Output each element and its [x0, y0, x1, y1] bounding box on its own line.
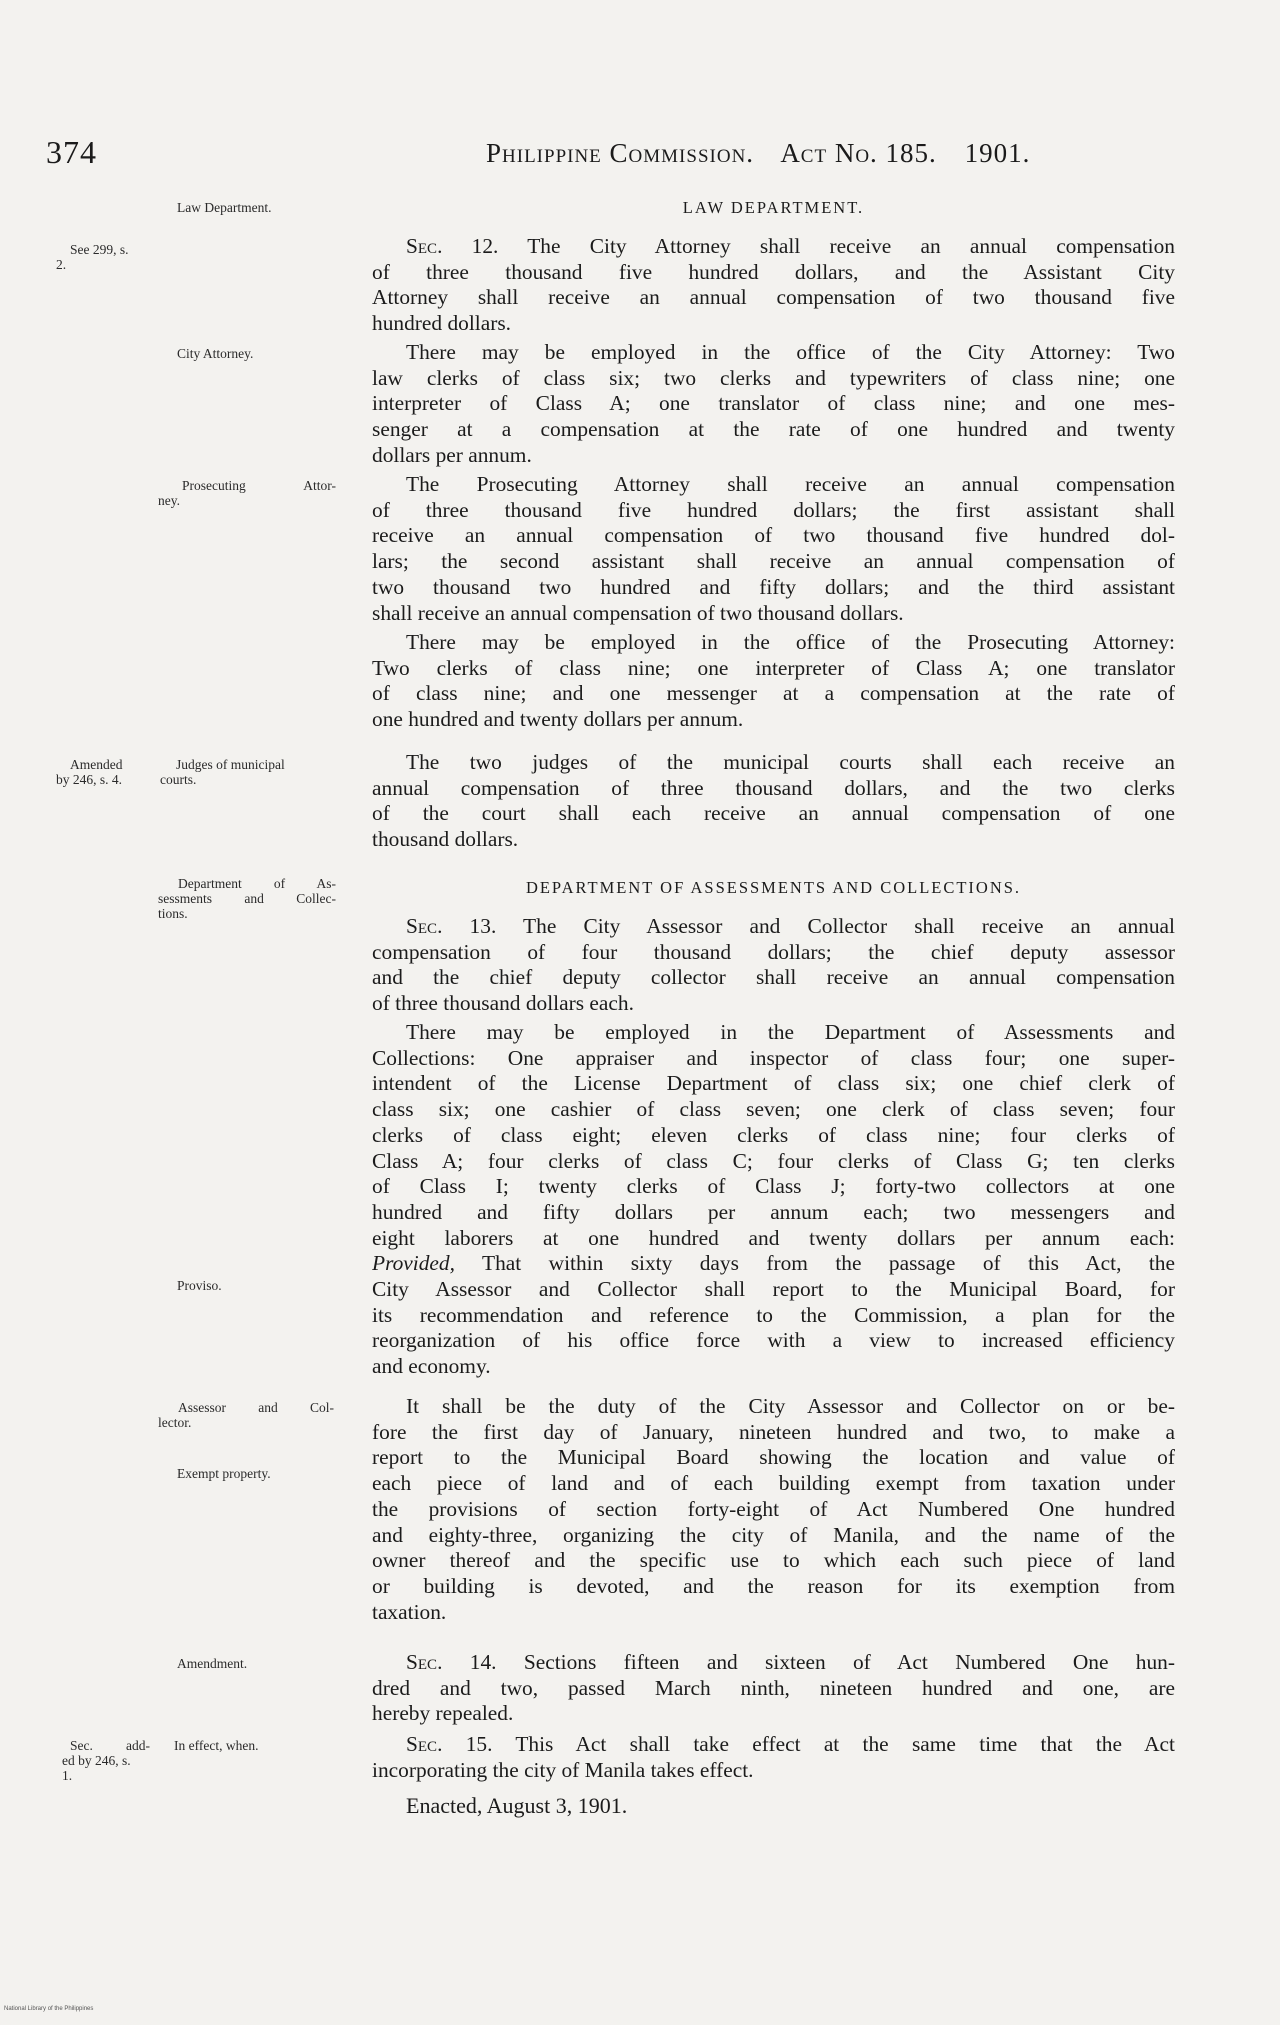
enacted-date: Enacted, August 3, 1901.: [406, 1793, 628, 1818]
paragraph-exempt-property-report: It shall be the duty of the City Assessor and Collector on or be- fore the first day of January, nineteen hundred and two, to make a report to the Municipal Board showing the location and value of each piece of land and of each building exempt from taxation under the provisions of section forty-eight of Act Numbered One hundred and eighty-three, organizing the city of Manila, and the name of the owner thereof and the specific use to which each such piece of land or building is devoted, and the reason for its exemption from taxation.: [372, 1394, 1175, 1624]
margin-note-exempt-property: Exempt property.: [177, 1466, 271, 1481]
paragraph-sec-15: Sec. 15. This Act shall take effect at the same time that the Act incorporating the city of Manila takes effect.: [372, 1732, 1175, 1782]
margin-note-proviso: Proviso.: [177, 1278, 222, 1293]
section-label: Sec. 15.: [406, 1732, 493, 1756]
margin-note-assessments-department: Department of As- sessments and Collec- tions.: [158, 876, 336, 921]
section-label: Sec. 12.: [406, 234, 499, 258]
section-head-law-department: LAW DEPARTMENT.: [682, 198, 865, 217]
running-head-year: 1901.: [964, 138, 1031, 168]
paragraph-municipal-judges: The two judges of the municipal courts shall each receive an annual compensation of three thousand dollars, and the two clerks of the court shall each receive an annual compensation of one thousand dollars.: [372, 750, 1175, 852]
paragraph-sec-13: Sec. 13. The City Assessor and Collector shall receive an annual compensation of four thousand dollars; the chief deputy assessor and the chief deputy collector shall receive an annual compensation of three thousand dollars each.: [372, 914, 1175, 1016]
margin-note-amended: Amended by 246, s. 4.: [56, 757, 123, 787]
margin-note-amendment: Amendment.: [177, 1656, 248, 1671]
margin-note-law-department: Law Department.: [177, 200, 272, 215]
paragraph-sec-14: Sec. 14. Sections fifteen and sixteen of Act Numbered One hun- dred and two, passed March ninth, nineteen hundred and one, are hereby repealed.: [372, 1650, 1175, 1726]
page-number: 374: [46, 134, 97, 170]
section-label: Sec. 13.: [406, 914, 497, 938]
paragraph-sec-12: Sec. 12. The City Attorney shall receive an annual compensation of three thousand five hundred dollars, and the Assistant City Attorney shall receive an annual compensation of two thousand five hundred dollars.: [372, 234, 1175, 336]
page-header: [46, 134, 1071, 174]
footer-credit: National Library of the Philippines: [4, 2006, 94, 2012]
provided-term: Provided,: [372, 1251, 455, 1276]
margin-note-prosecuting-attorney: Prosecuting Attor- ney.: [158, 478, 336, 508]
margin-note-see-299: See 299, s. 2.: [56, 242, 129, 272]
running-head-act: Act No. 185.: [780, 138, 937, 168]
running-head-title: Philippine Commission.: [486, 138, 755, 168]
section-label: Sec. 14.: [406, 1650, 497, 1674]
paragraph-prosecuting-staff: There may be employed in the office of the Prosecuting Attorney: Two clerks of class nine; one interpreter of Class A; one translator of class nine; and one messenger at a compensation at the rate of one hundred and twenty dollars per annum.: [372, 630, 1175, 732]
margin-note-assessor-collector: Assessor and Col- lector.: [158, 1400, 334, 1430]
margin-note-judges: Judges of municipal courts.: [160, 757, 285, 787]
margin-note-city-attorney: City Attorney.: [177, 346, 254, 361]
paragraph-city-attorney-staff: There may be employed in the office of the City Attorney: Two law clerks of class six; two clerks and typewriters of class nine; one interpreter of Class A; one translator of class nine; and one mes- senger at a compensation at the rate of one hundred and twenty dollars per annum.: [372, 340, 1175, 467]
section-head-assessments: DEPARTMENT OF ASSESSMENTS AND COLLECTIONS.: [525, 878, 1022, 897]
margin-note-in-effect: In effect, when.: [174, 1738, 259, 1753]
paragraph-prosecuting-attorney: The Prosecuting Attorney shall receive an annual compensation of three thousand five hundred dollars; the first assistant shall receive an annual compensation of two thousand five hundred dol- lars; the second assistant shall receive an annual compensation of two thousand two hundred and fifty dollars; and the third assistant shall receive an annual compensation of two thousand dollars.: [372, 472, 1175, 625]
margin-note-section-added: Sec. add- ed by 246, s. 1.: [62, 1738, 150, 1783]
running-head: [486, 138, 1050, 169]
paragraph-assessments-staff: There may be employed in the Department of Assessments and Collections: One appraiser and inspector of class four; one super- intendent of the License Department of class six; one chief clerk of class six; one cashier of class seven; one clerk of class seven; four clerks of class eight; eleven clerks of class nine; four clerks of Class A; four clerks of class C; four clerks of Class G; ten clerks of Class I; twenty clerks of Class J; forty-two collectors at one hundred and fifty dollars per annum each; two messengers and eight laborers at one hundred and twenty dollars per annum each: Provided, That within sixty days from the passage of this Act, the City Assessor and Collector shall report to the Municipal Board, for its recommendation and reference to the Commission, a plan for the reorganization of his office force with a view to increased efficiency and economy.: [372, 1020, 1175, 1379]
